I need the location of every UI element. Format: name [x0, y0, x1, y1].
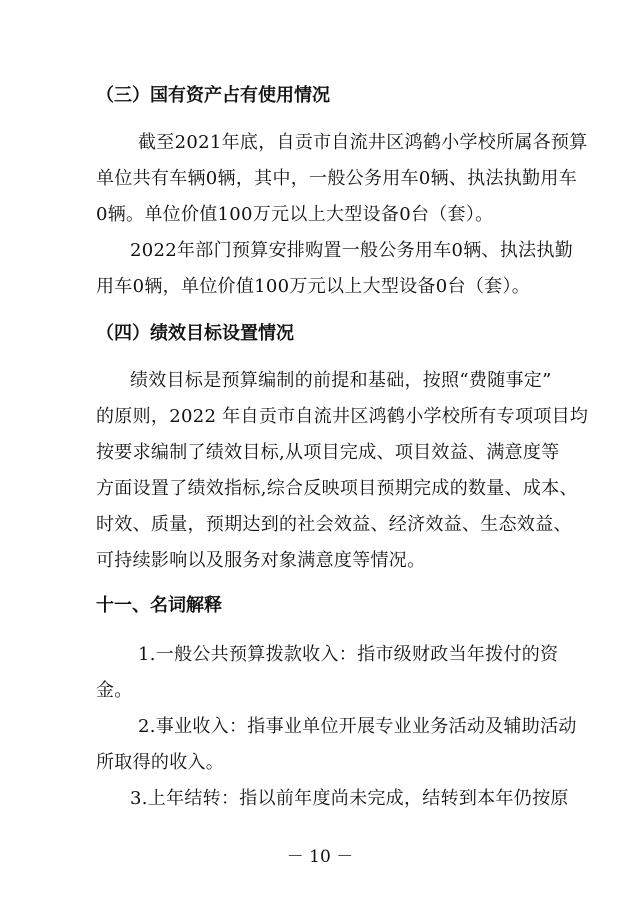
paragraph-line: 绩效目标是预算编制的前提和基础，按照“费随事定”	[130, 370, 552, 391]
glossary-item: 2.事业收入：指事业单位开展专业业务活动及辅助活动	[138, 716, 577, 737]
paragraph-line: 单位共有车辆0辆，其中，一般公务用车0辆、执法执勤用车	[96, 168, 578, 189]
section-11-heading: 十一、名词解释	[96, 595, 222, 616]
paragraph-line: 用车0辆，单位价值100万元以上大型设备0台（套）。	[96, 276, 531, 297]
glossary-item: 3.上年结转：指以前年度尚未完成，结转到本年仍按原	[130, 788, 569, 809]
glossary-item: 1.一般公共预算拨款收入：指市级财政当年拨付的资	[138, 644, 559, 665]
page-number: － 10 －	[286, 847, 354, 867]
section-3-heading: （三）国有资产占有使用情况	[96, 85, 330, 106]
paragraph-line: 可持续影响以及服务对象满意度等情况。	[96, 550, 426, 571]
paragraph-line: 时效、质量，预期达到的社会效益、经济效益、生态效益、	[96, 514, 572, 535]
paragraph-line: 的原则，2022 年自贡市自流井区鸿鹤小学校所有专项项目均	[96, 406, 589, 427]
paragraph-line: 0辆。单位价值100万元以上大型设备0台（套）。	[96, 204, 494, 225]
section-4-heading: （四）绩效目标设置情况	[96, 323, 294, 344]
paragraph-line: 按要求编制了绩效目标,从项目完成、项目效益、满意度等	[96, 442, 560, 463]
paragraph-line: 截至2021年底，自贡市自流井区鸿鹤小学校所属各预算	[138, 132, 588, 153]
glossary-item-continuation: 金。	[96, 680, 133, 701]
paragraph-line: 2022年部门预算安排购置一般公务用车0辆、执法执勤	[130, 240, 574, 261]
glossary-item-continuation: 所取得的收入。	[96, 752, 225, 773]
paragraph-line: 方面设置了绩效指标,综合反映项目预期完成的数量、成本、	[96, 478, 578, 499]
